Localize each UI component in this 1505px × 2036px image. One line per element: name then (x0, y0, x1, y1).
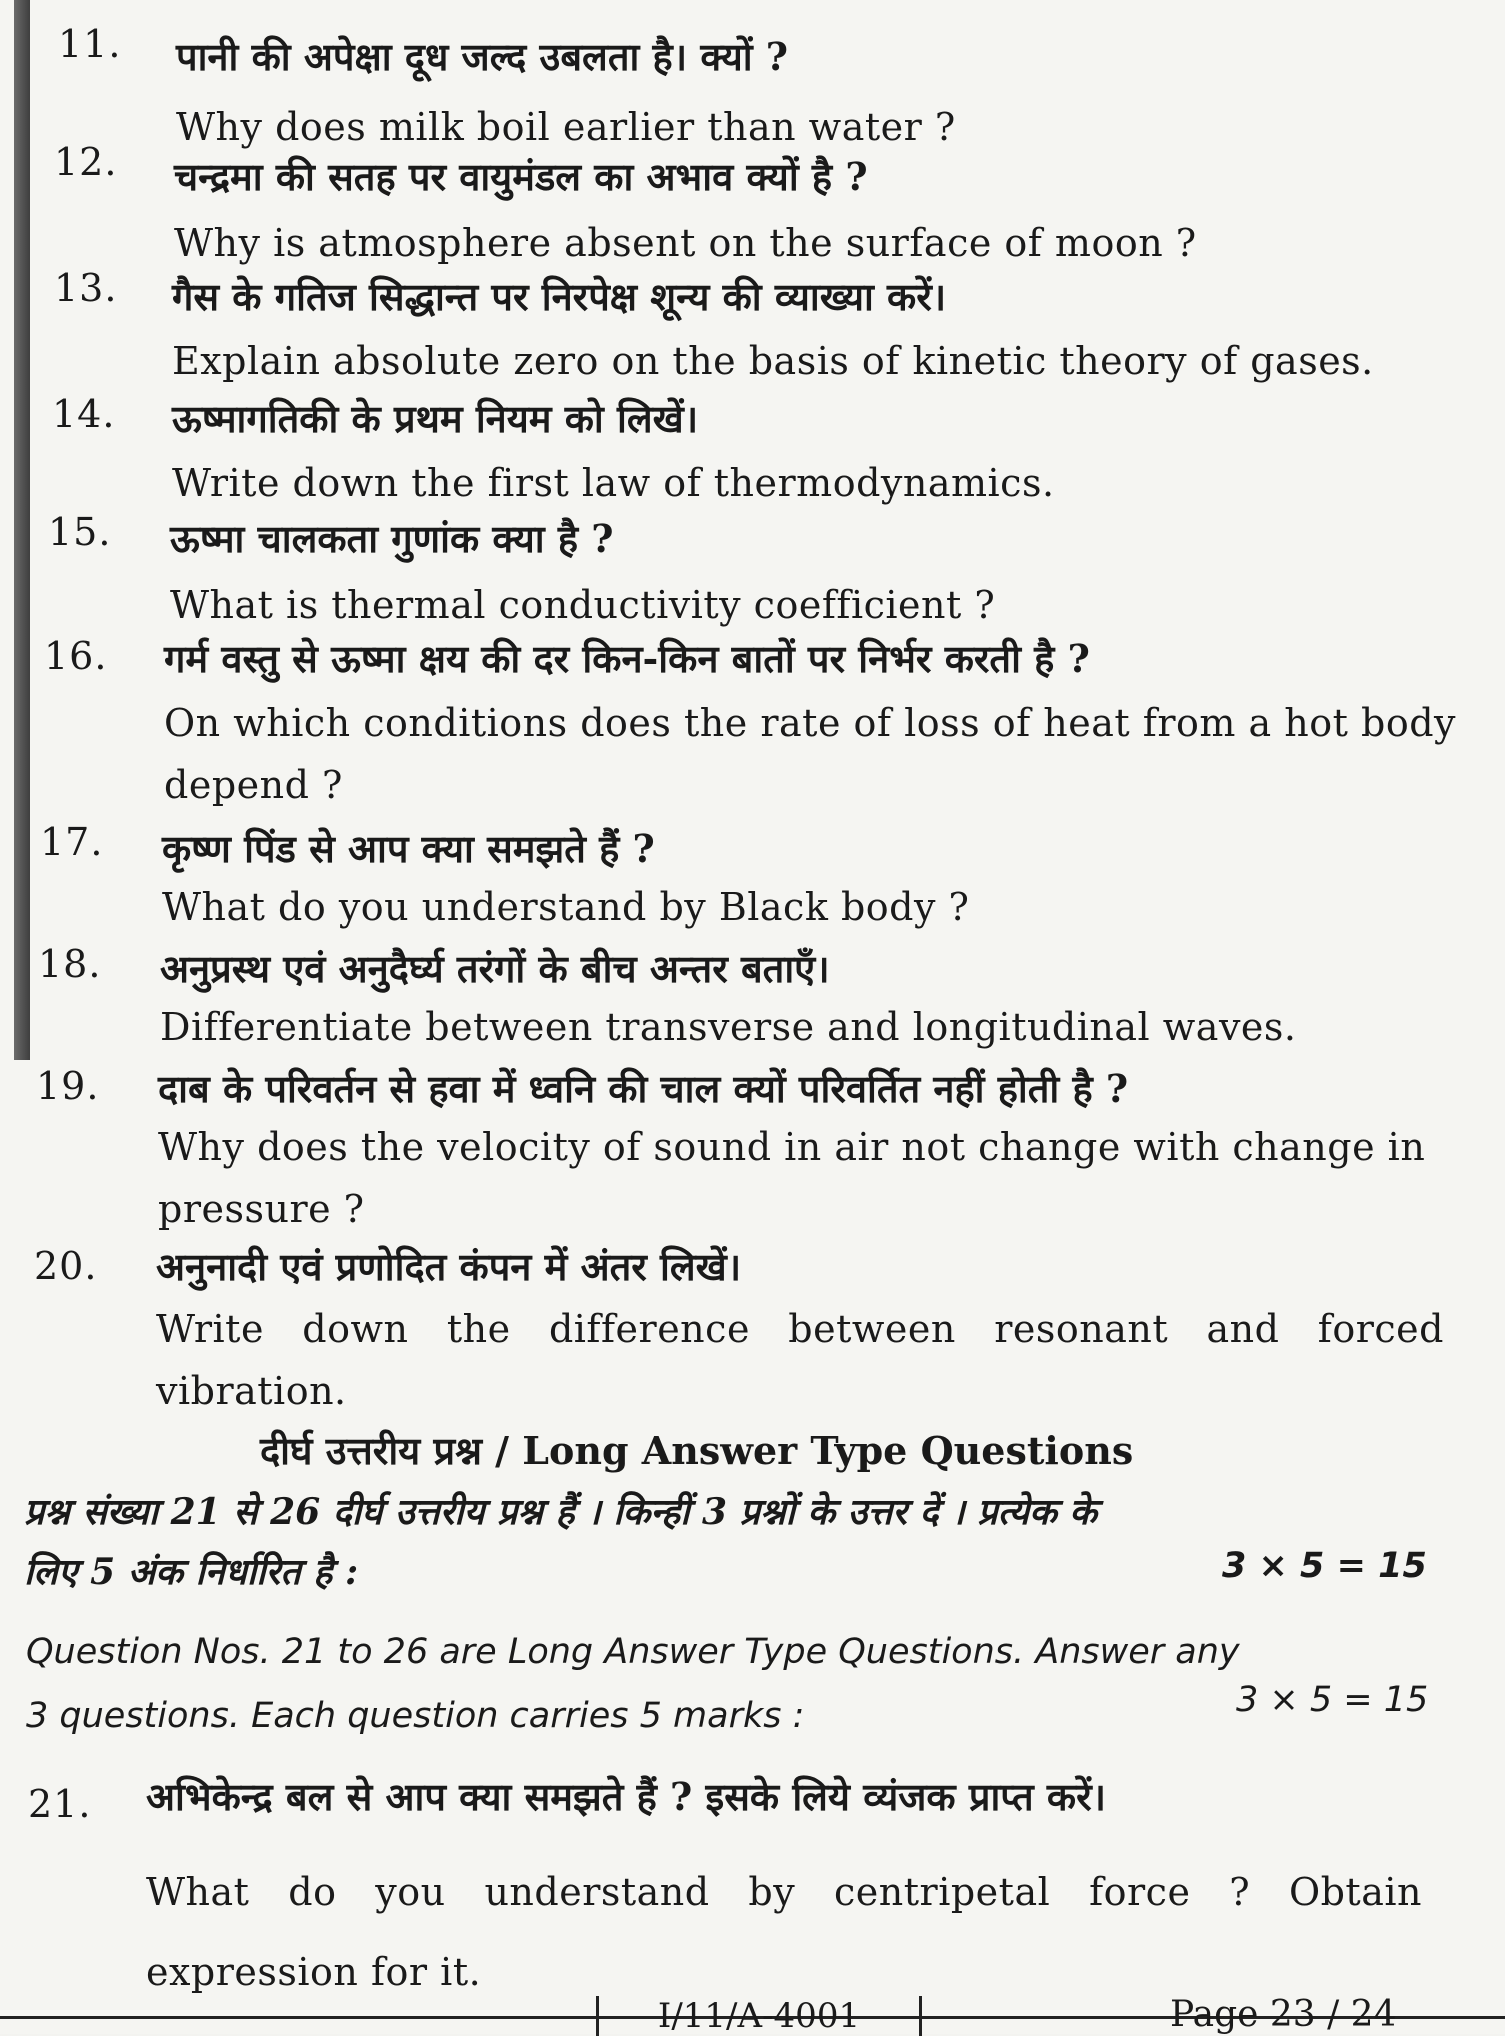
question-number: 14. (52, 392, 116, 436)
question-english: Why does milk boil earlier than water ? (176, 105, 956, 149)
section-title-hindi: दीर्घ उत्तरीय प्रश्न (260, 1428, 482, 1473)
question-hindi: चन्द्रमा की सतह पर वायुमंडल का अभाव क्यों है ? (174, 154, 868, 199)
instructions-hindi-line1: प्रश्न संख्या 21 से 26 दीर्घ उत्तरीय प्रश्न हैं । किन्हीं 3 प्रश्नों के उत्तर दें । प्रत्येक के (24, 1491, 1097, 1533)
question-number: 20. (34, 1244, 98, 1288)
question-english: What is thermal conductivity coefficient ? (170, 583, 996, 627)
question-hindi: कृष्ण पिंड से आप क्या समझते हैं ? (162, 826, 655, 871)
section-title-english: Long Answer Type Questions (522, 1428, 1134, 1473)
question-english: Explain absolute zero on the basis of kinetic theory of gases. (172, 339, 1374, 383)
question-english: What do you understand by Black body ? (162, 885, 970, 929)
question-hindi: अनुप्रस्थ एवं अनुदैर्घ्य तरंगों के बीच अन्तर बताएँ। (160, 946, 830, 991)
question-number: 18. (38, 942, 102, 986)
question-english: Differentiate between transverse and longitudinal waves. (160, 1005, 1297, 1049)
instructions-english-line1: Question Nos. 21 to 26 are Long Answer Type Questions. Answer any (26, 1632, 1240, 1672)
question-number: 16. (44, 634, 108, 678)
question-hindi: दाब के परिवर्तन से हवा में ध्वनि की चाल क्यों परिवर्तित नहीं होती है ? (158, 1066, 1129, 1111)
paper-code: I/11/A-4001 (596, 1996, 922, 2036)
question-hindi: ऊष्मा चालकता गुणांक क्या है ? (170, 516, 614, 561)
question-english: On which conditions does the rate of loss of heat from a hot body depend ? (164, 701, 1456, 807)
question-number: 17. (40, 820, 104, 864)
question-english: Write down the first law of thermodynamics. (172, 461, 1055, 505)
section-title (260, 1424, 1133, 1476)
question-hindi: अभिकेन्द्र बल से आप क्या समझते हैं ? इसके लिये व्यंजक प्राप्त करें। (146, 1774, 1107, 1819)
question-number: 21. (28, 1782, 92, 1826)
question-english: Why is atmosphere absent on the surface of moon ? (174, 221, 1197, 265)
question-number: 11. (58, 22, 122, 66)
page-number: Page 23 / 24 (1170, 1994, 1397, 2035)
question-number: 12. (54, 140, 118, 184)
instructions-hindi-line2: लिए 5 अंक निर्धारित है : (24, 1551, 359, 1593)
question-hindi: अनुनादी एवं प्रणोदित कंपन में अंतर लिखें। (156, 1244, 742, 1289)
question-hindi: गर्म वस्तु से ऊष्मा क्षय की दर किन-किन बातों पर निर्भर करती है ? (164, 636, 1090, 681)
marks-english: 3 × 5 = 15 (1236, 1680, 1429, 1720)
marks-hindi: 3 × 5 = 15 (1222, 1546, 1427, 1586)
question-english: Why does the velocity of sound in air not change with change in pressure ? (158, 1125, 1426, 1231)
question-number: 13. (54, 266, 118, 310)
question-number: 15. (48, 510, 112, 554)
question-english: What do you understand by centripetal force ? Obtain expression for it. (146, 1870, 1422, 1994)
question-hindi: पानी की अपेक्षा दूध जल्द उबलता है। क्यों ? (176, 34, 789, 79)
question-number: 19. (36, 1064, 100, 1108)
question-english: Write down the difference between resonant and forced vibration. (156, 1307, 1444, 1413)
section-title-separator: / (481, 1428, 523, 1473)
binding-edge (14, 0, 30, 1060)
instructions-english-line2: 3 questions. Each question carries 5 marks : (26, 1696, 805, 1736)
question-hindi: ऊष्मागतिकी के प्रथम नियम को लिखें। (172, 396, 699, 441)
question-hindi: गैस के गतिज सिद्धान्त पर निरपेक्ष शून्य की व्याख्या करें। (172, 274, 947, 319)
